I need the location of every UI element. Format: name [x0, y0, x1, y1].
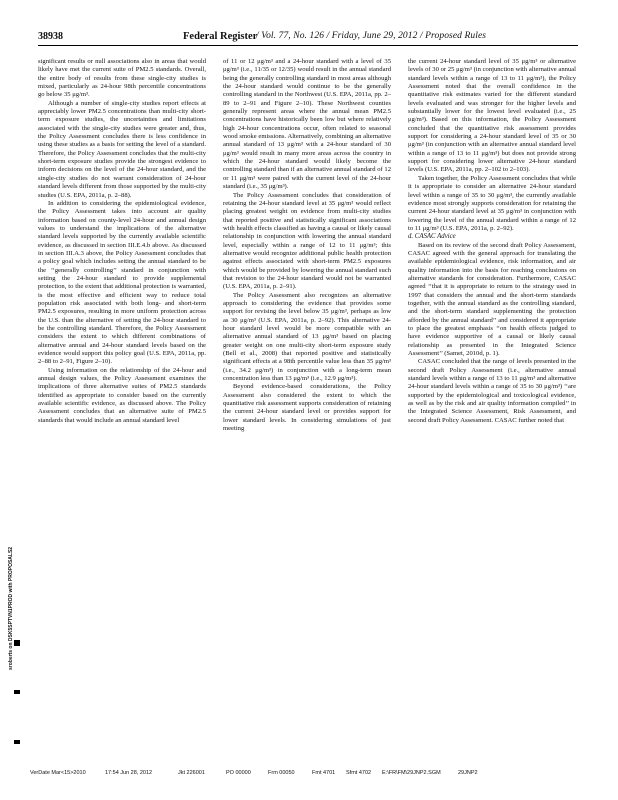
paragraph: The Policy Assessment also recognizes an alternative approach to considering the evidence that provides some support for revising the level below 35 μg/m³, perhaps as low as 30 μg/m³ (U.S. EPA, 2011a, p. 2–92). This alternative 24-hour standard level would be more compatible with an alternative annual standard of 13 μg/m³ based on placing greater weight on one multi-city short-term exposure study (Bell et al., 2008) that reported positive and statistically significant effects at a 98th percentile value less than 35 μg/m³ (i.e., 34.2 μg/m³) in conjunction with a long-term mean concentration less than 13 μg/m³ (i.e., 12.9 μg/m³). [223, 291, 391, 383]
column-left [38, 58, 206, 763]
header-rule [38, 45, 578, 46]
side-marker-bar [14, 690, 20, 694]
footer-po: PO 00000 [226, 770, 251, 776]
publication-title: Federal Register [183, 31, 258, 42]
side-marker-bar [14, 740, 20, 744]
column-right [408, 58, 576, 763]
paragraph: Using information on the relationship of the 24-hour and annual design values, the Policy Assessment examines the implications of three alternative suites of PM2.5 standards identified as appropriate to consider based on the currently available scientific evidence, as discussed above. The Policy Assessment concludes that an alternative suite of PM2.5 standards that would include an annual standard level [38, 366, 206, 424]
paragraph: the current 24-hour standard level of 35 μg/m³ or alternative levels of 30 or 25 μg/m³ (in conjunction with alternative annual standard levels within a range of 13 to 11 μg/m³), the Policy Assessment noted that the overall confidence in the quantitative risk estimates varied for the different standard levels evaluated and was stronger for the higher levels and substantially lower for the lowest level evaluated (i.e., 25 μg/m³). Based on this information, the Policy Assessment concluded that the quantitative risk assessment provides support for considering a 24-hour standard level of 35 or 30 μg/m³ (in conjunction with an alternative annual standard level within a range of 13 to 11 μg/m³) but does not provide strong support for considering lower alternative 24-hour standard levels (U.S. EPA, 2011a, pp. 2–102 to 2–103). [408, 58, 576, 174]
footer-verdate: VerDate Mar<15>2010 [30, 770, 86, 776]
side-production-code: sroberts on DSK5SPTVN1PROD with PROPOSALS2 [8, 546, 14, 670]
footer-sfmt: Sfmt 4702 [346, 770, 372, 776]
footer-date: 29JNP2 [458, 770, 478, 776]
page-header [38, 31, 578, 45]
paragraph: Beyond evidence-based considerations, the Policy Assessment also considered the extent to which the quantitative risk assessment supports consideration of retaining the current 24-hour standard level or provides support for lower standard levels. In considering simulations of just meeting [223, 383, 391, 433]
footer-frm: Frm 00050 [268, 770, 295, 776]
footer-file: E:\FR\FM\29JNP2.SGM [382, 770, 441, 776]
paragraph: In addition to considering the epidemiological evidence, the Policy Assessment takes into account air quality information based on county-level 24-hour and annual design values to understand the implications of the alternative standard levels supported by the currently available scientific evidence, as discussed in section III.E.4.b above. As discussed in section III.A.3 above, the Policy Assessment concludes that a policy goal which includes setting the annual standard to be the ‘‘generally controlling’’ standard in conjunction with setting the 24-hour standard to provide supplemental protection, to the extent that additional protection is warranted, is the most effective and efficient way to reduce total population risk associated with both long- and short-term PM2.5 exposures, resulting in more uniform protection across the U.S. than the alternative of setting the 24-hour standard to be the controlling standard. Therefore, the Policy Assessment considers the extent to which different combinations of alternative annual and 24-hour standard levels based on the evidence would support this policy goal (U.S. EPA, 2011a, pp. 2–88 to 2–91, Figure 2–10). [38, 199, 206, 366]
section-heading: d. CASAC Advice [408, 233, 456, 241]
footer-fmt: Fmt 4701 [312, 770, 336, 776]
page-number: 38938 [38, 31, 63, 42]
footer-jkt: Jkt 226001 [178, 770, 205, 776]
side-marker-bar [14, 640, 20, 646]
paragraph: of 11 or 12 μg/m³ and a 24-hour standard with a level of 35 μg/m³ (i.e., 11/35 or 12/35) would result in the annual standard being the generally controlling standard in most areas although the 24-hour standard would continue to be the generally controlling standard in the Northwest (U.S. EPA, 2011a, pp. 2–89 to 2–91 and Figure 2–10). These Northwest counties generally represent areas where the annual mean PM2.5 concentrations have historically been low but where relatively high 24-hour concentrations occur, often related to seasonal wood smoke emissions. Alternatively, combining an alternative annual standard of 13 μg/m³ with a 24-hour standard of 30 μg/m³ would result in many more areas across the country in which the 24-hour standard would likely become the controlling standard than if an alternative annual standard of 12 or 11 μg/m³ were paired with the current level of the 24-hour standard (i.e., 35 μg/m³). [223, 58, 391, 191]
column-middle [223, 58, 391, 763]
paragraph: CASAC concluded that the range of levels presented in the second draft Policy Assessment (i.e., alternative annual standard levels within a range of 13 to 11 μg/m³ and alternative 24-hour standard levels within a range of 35 to 30 μg/m³) ‘‘are supported by the epidemiological and toxicological evidence, as well as by the risk and air quality information compiled’’ in the Integrated Science Assessment, Risk Assessment, and second draft Policy Assessment. CASAC further noted that [408, 358, 576, 424]
paragraph: significant results or null associations also in areas that would likely have met the current suite of PM2.5 standards. Overall, the entire body of results from these single-city studies is mixed, particularly as 24-hour 98th percentile concentrations go below 35 μg/m³. [38, 58, 206, 99]
page-footer [30, 770, 590, 782]
paragraph: Based on its review of the second draft Policy Assessment, CASAC agreed with the general approach for translating the available epidemiological evidence, risk information, and air quality information into the basis for reaching conclusions on alternative standards for consideration. Furthermore, CASAC agreed ‘‘that it is appropriate to return to the strategy used in 1997 that considers the annual and the short-term standards together, with the annual standard as the controlling standard, and the short-term standard supplementing the protection afforded by the annual standard’’ and considered it appropriate to place the greatest emphasis ‘‘on health effects judged to have evidence supportive of a causal or likely causal relationship as presented in the Integrated Science Assessment’’ (Samet, 2010d, p. 1). [408, 241, 576, 358]
issue-metadata: / Vol. 77, No. 126 / Friday, June 29, 2012 / Proposed Rules [256, 31, 487, 41]
paragraph: Although a number of single-city studies report effects at appreciably lower PM2.5 concentrations than multi-city short-term exposure studies, the uncertainties and limitations associated with the single-city studies were greater and, thus, the Policy Assessment concludes there is less confidence in using these studies as a basis for setting the level of a standard. Therefore, the Policy Assessment concludes that the multi-city short-term exposure studies provide the strongest evidence to inform decisions on the level of the 24-hour standard, and the single-city studies do not warrant consideration of 24-hour standard levels different from those supported by the multi-city studies (U.S. EPA, 2011a, p. 2–88). [38, 99, 206, 199]
paragraph: Taken together, the Policy Assessment concludes that while it is appropriate to consider an alternative 24-hour standard level within a range of 35 to 30 μg/m³, the currently available evidence most strongly supports consideration for retaining the current 24-hour standard level at 35 μg/m³ in conjunction with lowering the level of the annual standard within a range of 12 to 11 μg/m³ (U.S. EPA, 2011a, p. 2–92). [408, 174, 576, 232]
footer-time: 17:54 Jun 28, 2012 [105, 770, 153, 776]
paragraph: The Policy Assessment concludes that consideration of retaining the 24-hour standard level at 35 μg/m³ would reflect placing greatest weight on evidence from multi-city studies that reported positive and statistically significant associations with health effects classified as having a causal or likely causal relationship in conjunction with lowering the annual standard level, especially within a range of 12 to 11 μg/m³; this alternative would recognize additional public health protection against effects associated with short-term PM2.5 exposures which would be provided by lowering the annual standard such that revision to the 24-hour standard would not be warranted (U.S. EPA, 2011a, p. 2–91). [223, 191, 391, 291]
